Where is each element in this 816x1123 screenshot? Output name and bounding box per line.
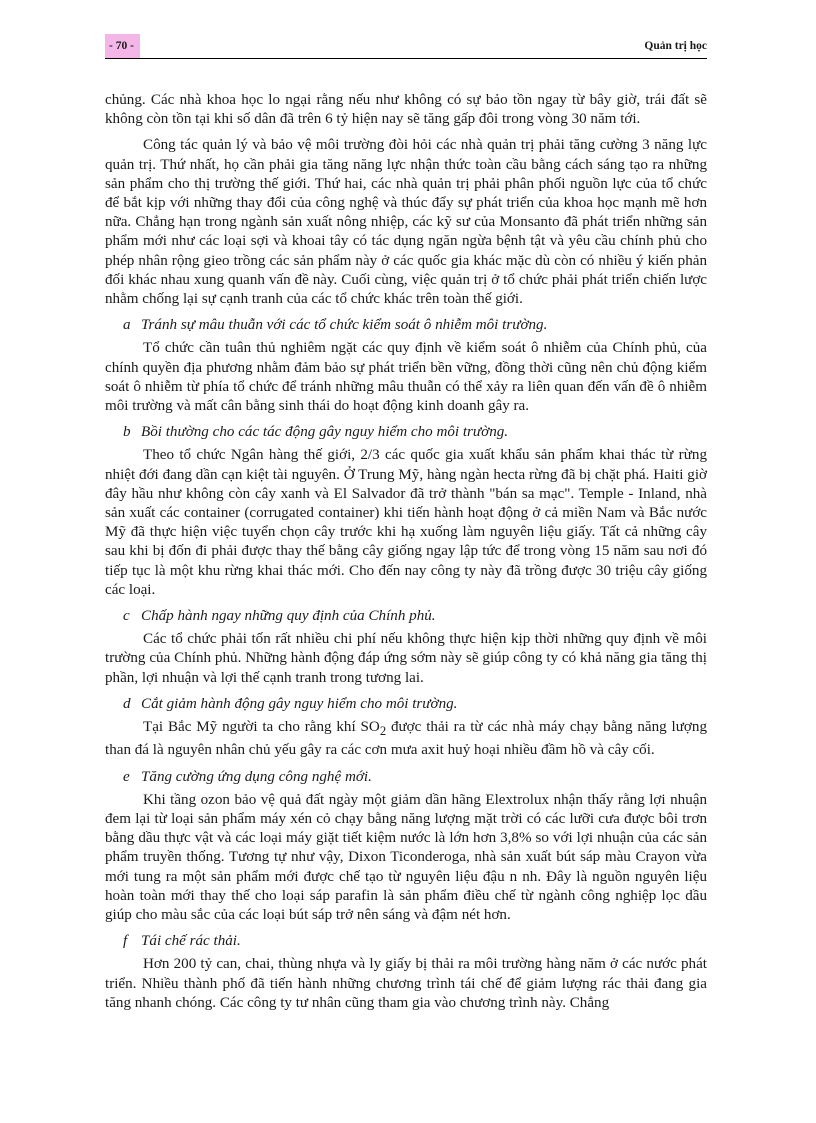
section-title: Bồi thường cho các tác động gây nguy hiểm cho môi trường.	[141, 424, 509, 441]
section-body-d	[105, 718, 707, 760]
subscript: 2	[379, 724, 387, 739]
section-letter: b	[123, 424, 131, 441]
section-letter: e	[123, 768, 130, 785]
section-title: Cắt giảm hành động gây nguy hiểm cho môi trường.	[141, 695, 458, 712]
section-letter: a	[123, 317, 131, 334]
body-text: Tại Bắc Mỹ người ta cho rằng khí SO	[143, 719, 380, 736]
section-title: Tăng cường ứng dụng công nghệ mới.	[141, 768, 372, 785]
section-body-b: Theo tổ chức Ngân hàng thế giới, 2/3 các quốc gia xuất khẩu sản phẩm khai thác từ rừng nhiệt đới đang dần cạn kiệt tài nguyên. Ở Trung Mỹ, hàng ngàn hecta rừng đã bị chặt phá. Haiti giờ đây hầu như không còn cây xanh và El Salvador đã trở thành "bán sa mạc". Temple - Inland, nhà sản xuất các container (corrugated container) khi tiến hành hoạt động ở cả miền Nam và Bắc nước Mỹ đã thực hiện việc tuyển chọn cây trước khi hạ xuống làm nguyên liệu giấy. Tất cả những cây sau khi bị đốn đi phải được thay thế bằng cây giống ngay lập tức để trong vòng 15 năm sau nơi đó tiếp tục là một khu rừng khai thác mới. Cho đến nay công ty này đã trồng được 30 triệu cây giống các loại.	[105, 447, 707, 598]
page-body	[105, 91, 707, 1013]
section-heading-b	[105, 423, 707, 442]
section-letter: c	[123, 608, 130, 625]
section-heading-e	[105, 768, 707, 787]
running-title: Quản trị học	[644, 40, 707, 52]
section-heading-c	[105, 607, 707, 626]
section-letter: f	[123, 933, 128, 950]
section-heading-a	[105, 316, 707, 335]
paragraph-continued: chủng. Các nhà khoa học lo ngại rằng nếu như không có sự bảo tồn ngay từ bây giờ, trái đất sẽ không còn tồn tại khi số dân đã trên 6 tỷ hiện nay sẽ tăng gấp đôi trong vòng 30 năm tới.	[105, 92, 707, 128]
section-body-e: Khi tầng ozon bảo vệ quả đất ngày một giảm dần hãng Elextrolux nhận thấy rằng lợi nhuận đem lại từ loại sản phẩm máy xén cỏ chạy bằng năng lượng mặt trời có các lưỡi cưa được bôi trơn bằng dầu thực vật và các loại máy giặt tiết kiệm nước là lớn hơn 3,8% so với lợi nhuận của các sản phẩm truyền thống. Tương tự như vậy, Dixon Ticonderoga, nhà sản xuất bút sáp màu Crayon vừa mới tung ra một sản phẩm mới được chế tạo từ nguyên liệu đậu n nh. Đây là nguồn nguyên liệu hoàn toàn mới thay thế cho loại sáp parafin là sản phẩm điều chế từ ngành công nghiệp lọc dầu giúp cho màu sắc của các loại bút sáp trở nên sáng và đậm nét hơn.	[105, 791, 707, 923]
section-title: Tái chế rác thải.	[141, 933, 241, 950]
section-title: Tránh sự mâu thuẫn với các tổ chức kiểm soát ô nhiễm môi trường.	[141, 317, 548, 334]
section-title: Chấp hành ngay những quy định của Chính phủ.	[141, 608, 436, 625]
page-header	[105, 34, 707, 59]
section-body-f: Hơn 200 tỷ can, chai, thùng nhựa và ly giấy bị thải ra môi trường hàng năm ở các nước phát triển. Nhiều thành phố đã tiến hành những chương trình tái chế để giảm lượng rác thải đang gia tăng nhanh chóng. Các công ty tư nhân cũng tham gia vào chương trình này. Chẳng	[105, 956, 707, 1011]
paragraph-management-capacity: Công tác quản lý và bảo vệ môi trường đòi hỏi các nhà quản trị phải tăng cường 3 năng lực quản trị. Thứ nhất, họ cần phải gia tăng năng lực nhận thức toàn cầu bằng cách sáng tạo ra những sản phẩm cho thị trường thế giới. Thứ hai, các nhà quản trị phải phân phối nguồn lực của tổ chức để bắt kịp với những thay đổi của công nghệ và thúc đẩy sự phát triển của khoa học mạnh mẽ hơn nữa. Chẳng hạn trong ngành sản xuất nông nhiệp, các kỹ sư của Monsanto đã phát triển những sản phẩm mới như các loại sợi và khoai tây có tác dụng ngăn ngừa bệnh tật và yêu cầu chính phủ cho phép nhân rộng gieo trồng các sản phẩm này ở các quốc gia khác mặc dù còn có nhiều ý kiến phản đối khác nhau xung quanh vấn đề này. Cuối cùng, việc quản trị ở tổ chức phải phát triển chiến lược nhằm chống lại sự cạnh tranh của các tổ chức khác trên toàn thế giới.	[105, 137, 707, 308]
section-body-c: Các tổ chức phải tốn rất nhiều chi phí nếu không thực hiện kịp thời những quy định về môi trường của Chính phủ. Những hành động đáp ứng sớm này sẽ giúp công ty có khả năng gia tăng thị phần, lợi nhuận và lợi thế cạnh tranh trong tương lai.	[105, 631, 707, 686]
page-number: - 70 -	[105, 34, 140, 58]
section-letter: d	[123, 695, 131, 712]
section-heading-f	[105, 932, 707, 951]
section-body-a: Tổ chức cần tuân thủ nghiêm ngặt các quy định về kiểm soát ô nhiễm của Chính phủ, của chính quyền địa phương nhằm đảm bảo sự phát triển bền vững, đồng thời cũng nên chủ động kiểm soát ô nhiễm từ phía tổ chức để tránh những mâu thuẫn có thể xảy ra liên quan đến vấn đề ô nhiễm môi trường và mất cân bằng sinh thái do hoạt động kinh doanh gây ra.	[105, 340, 707, 415]
body-text: được thải ra từ các nhà máy chạy bằng năng lượng than đá là nguyên nhân chủ yếu gây ra các cơn mưa axit huỷ hoại nhiều đầm hồ và cây cối.	[105, 719, 707, 759]
section-heading-d	[105, 695, 707, 714]
